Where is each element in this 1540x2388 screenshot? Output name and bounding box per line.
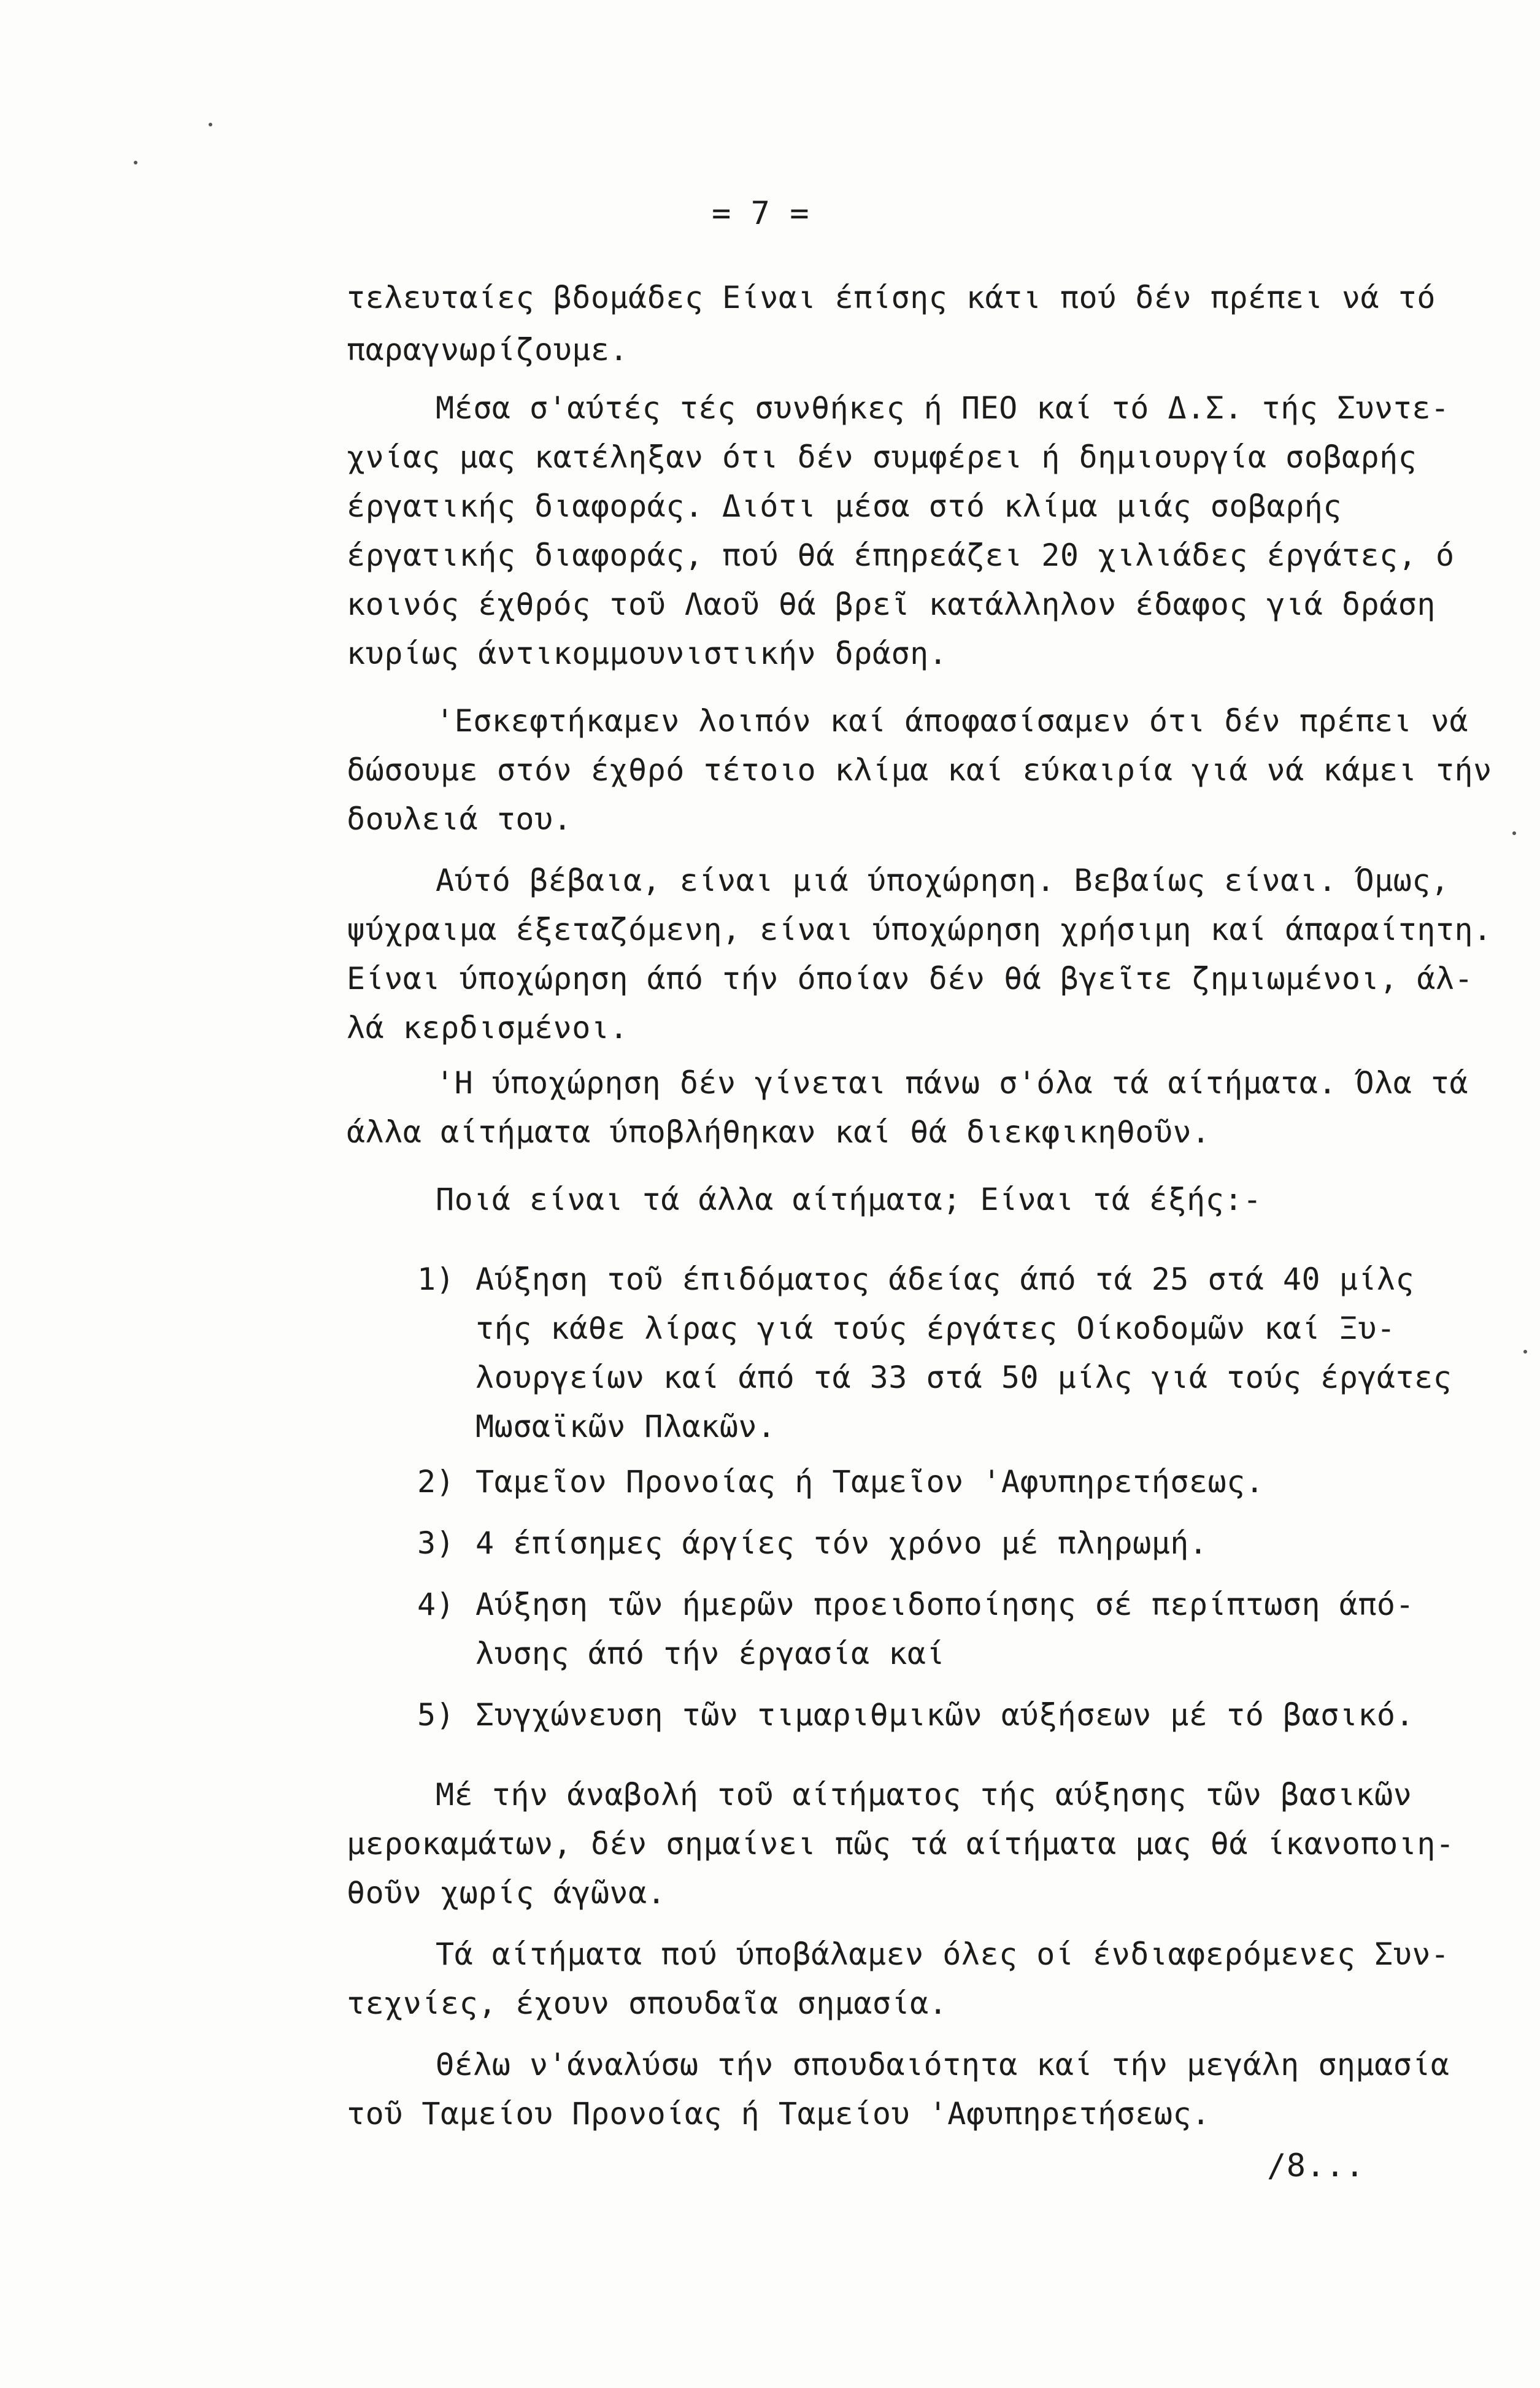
paragraph-line: έργατικής διαφοράς, πού θά έπηρεάζει 20 χιλιάδες έργάτες, ό — [347, 537, 1455, 573]
list-number: 2) — [417, 1464, 455, 1500]
paragraph-line: 'Εσκεφτήκαμεν λοιπόν καί άποφασίσαμεν ότι δέν πρέπει νά — [436, 703, 1469, 739]
paragraph-line: τοῦ Ταμείου Προνοίας ή Ταμείου 'Αφυπηρετήσεως. — [347, 2096, 1211, 2132]
list-item-line: λυσης άπό τήν έργασία καί — [475, 1636, 945, 1671]
paragraph-line: 'Η ύποχώρηση δέν γίνεται πάνω σ'όλα τά αίτήματα. Όλα τά — [436, 1065, 1469, 1101]
list-number: 4) — [417, 1587, 455, 1622]
list-item-line: Συγχώνευση τῶν τιμαριθμικῶν αύξήσεων μέ τό βασικό. — [475, 1697, 1415, 1733]
list-item-line: 4 έπίσημες άργίες τόν χρόνο μέ πληρωμή. — [475, 1525, 1208, 1561]
list-item-line: Αύξηση τοῦ έπιδόματος άδείας άπό τά 25 στά 40 μίλς — [475, 1261, 1415, 1297]
paragraph-line: Είναι ύποχώρηση άπό τήν όποίαν δέν θά βγεῖτε ζημιωμένοι, άλ- — [347, 961, 1474, 996]
scan-speck — [209, 123, 212, 126]
paragraph-line: Μέσα σ'αύτές τές συνθήκες ή ΠΕΟ καί τό Δ.Σ. τής Συντε- — [436, 390, 1450, 426]
paragraph-line: Μέ τήν άναβολή τοῦ αίτήματος τής αύξησης τῶν βασικῶν — [436, 1777, 1412, 1812]
paragraph-line: χνίας μας κατέληξαν ότι δέν συμφέρει ή δημιουργία σοβαρής — [347, 439, 1417, 475]
paragraph-line: Ποιά είναι τά άλλα αίτήματα; Είναι τά έξής:- — [436, 1182, 1262, 1217]
paragraph-line: τεχνίες, έχουν σπουδαῖα σημασία. — [347, 1986, 948, 2021]
paragraph-line: Τά αίτήματα πού ύποβάλαμεν όλες οί ένδιαφερόμενες Συν- — [436, 1936, 1450, 1972]
scan-speck — [1523, 1350, 1527, 1354]
paragraph-line: ψύχραιμα έξεταζόμενη, είναι ύποχώρηση χρήσιμη καί άπαραίτητη. — [347, 912, 1492, 947]
paragraph-line: λά κερδισμένοι. — [347, 1010, 629, 1046]
paragraph-line: μεροκαμάτων, δέν σημαίνει πῶς τά αίτήματα μας θά ίκανοποιη- — [347, 1826, 1455, 1862]
paragraph-line: δώσουμε στόν έχθρό τέτοιο κλίμα καί εύκαιρία γιά νά κάμει τήν — [347, 752, 1492, 788]
list-number: 3) — [417, 1525, 455, 1561]
list-item-line: τής κάθε λίρας γιά τούς έργάτες Οίκοδομῶν καί Ξυ- — [475, 1311, 1396, 1346]
continuation-marker: /8... — [1267, 2147, 1365, 2184]
paragraph-line: έργατικής διαφοράς. Διότι μέσα στό κλίμα μιάς σοβαρής — [347, 488, 1342, 524]
list-item-line: Ταμεῖον Προνοίας ή Ταμεῖον 'Αφυπηρετήσεως. — [475, 1464, 1265, 1500]
list-item-line: λουργείων καί άπό τά 33 στά 50 μίλς γιά τούς έργάτες — [475, 1360, 1452, 1395]
list-number: 5) — [417, 1697, 455, 1733]
paragraph-line: κυρίως άντικομμουνιστικήν δράση. — [347, 636, 948, 671]
paragraph-line: τελευταίες βδομάδες Είναι έπίσης κάτι πού δέν πρέπει νά τό — [347, 280, 1436, 315]
page-number: = 7 = — [712, 195, 810, 232]
paragraph-line: Αύτό βέβαια, είναι μιά ύποχώρηση. Βεβαίως είναι. Όμως, — [436, 863, 1450, 898]
scan-speck — [1512, 831, 1516, 835]
list-item-line: Μωσαϊκῶν Πλακῶν. — [475, 1409, 776, 1444]
scan-speck — [134, 161, 137, 164]
list-item-line: Αύξηση τῶν ήμερῶν προειδοποίησης σέ περίπτωση άπό- — [475, 1587, 1415, 1622]
paragraph-line: άλλα αίτήματα ύποβλήθηκαν καί θά διεκφικηθοῦν. — [347, 1114, 1211, 1150]
paragraph-line: θοῦν χωρίς άγῶνα. — [347, 1875, 666, 1911]
list-number: 1) — [417, 1261, 455, 1297]
paragraph-line: κοινός έχθρός τοῦ Λαοῦ θά βρεῖ κατάλληλον έδαφος γιά δράση — [347, 587, 1436, 622]
paragraph-line: Θέλω ν'άναλύσω τήν σπουδαιότητα καί τήν μεγάλη σημασία — [436, 2047, 1450, 2082]
paragraph-line: παραγνωρίζουμε. — [347, 332, 629, 368]
paragraph-line: δουλειά του. — [347, 801, 572, 837]
